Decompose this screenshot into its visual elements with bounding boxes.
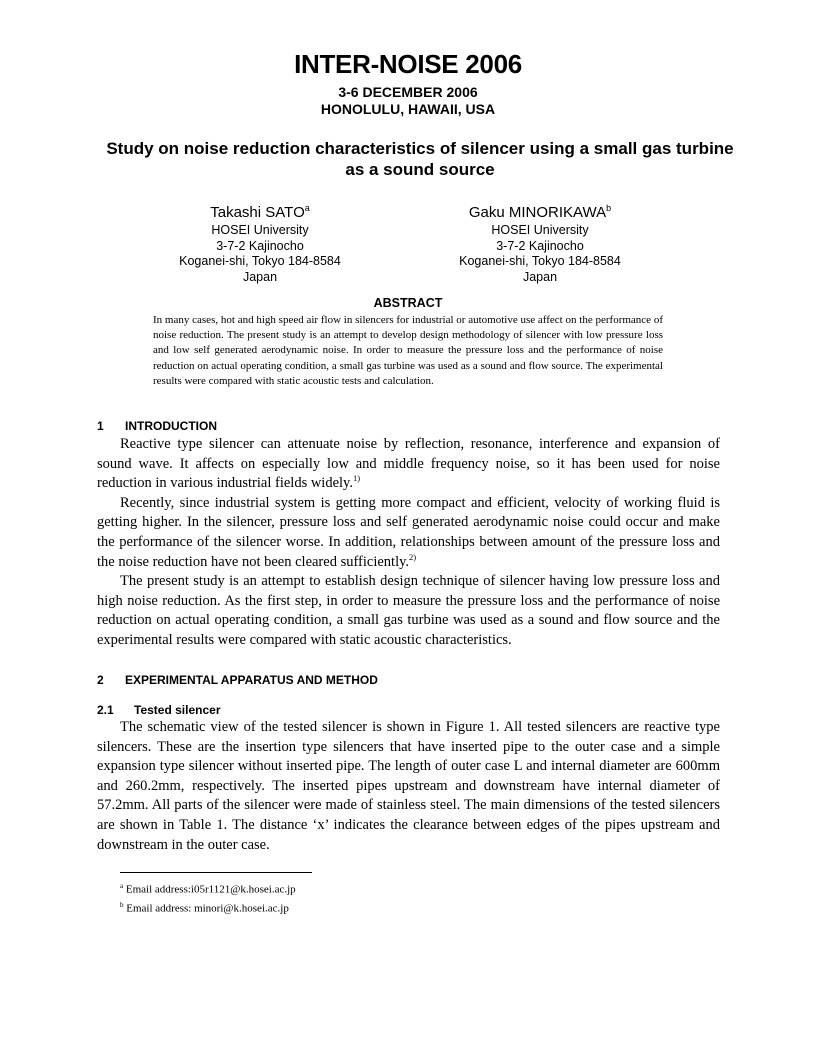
author-address-line: Koganei-shi, Tokyo 184-8584 [459,254,621,268]
author-country: Japan [522,269,558,284]
abstract-text: In many cases, hot and high speed air flow in silencers for industrial or automotive use affect on the performance of noise reduction. The present study is an attempt to develop design methodology of silencer with low pressure loss and low self generated aerodynamic noise. In order to measure the pressure loss and the performance of noise reduction on actual operating condition, a small gas turbine was used as a sound and flow source. The experimental results were compared with static acoustic tests and calculation. [153,314,663,387]
section-number: 1 [97,419,104,433]
section-number: 2.1 [97,703,114,717]
author-address-line: 3-7-2 Kajinocho [496,238,584,253]
author-mark: a [304,203,310,213]
footnote: $^a$ Email address:i05r1121@k.hosei.ac.jp [120,882,296,896]
paragraph: Reactive type silencer can attenuate noise by reflection, resonance, interference and expansion of sound wave. It affects on especially low and middle frequency noise, so it has been used for noise reduction in various industrial fields widely.$^{1)}$ [97,436,720,492]
reference-mark: 2) [409,551,417,562]
tested-silencer-body [97,718,720,855]
author-mark: b [606,203,612,213]
paper-title: Study on noise reduction characteristics of silencer using a small gas turbine as a sound source [106,139,734,179]
footnote-mark: a [120,882,124,890]
author-block-1 [150,198,370,285]
conference-location: HONOLULU, HAWAII, USA [320,101,496,117]
abstract-heading: ABSTRACT [373,296,443,310]
section-heading-introduction [97,419,217,433]
author-name: Gaku MINORIKAWA$^b$ [468,203,612,221]
author-address-line: Koganei-shi, Tokyo 184-8584 [179,254,341,268]
author-address-line: 3-7-2 Kajinocho [216,238,304,253]
footnote-separator [120,872,312,873]
author-affiliation: HOSEI University [491,223,589,237]
conference-title: INTER-NOISE 2006 [294,49,522,79]
author-block-2 [430,198,650,285]
subsection-heading-tested-silencer [97,703,220,717]
introduction-body [97,435,720,651]
reference-mark: 1) [352,473,361,484]
section-heading-apparatus [97,673,378,687]
author-name: Takashi SATO$^a$ [210,203,310,221]
footnotes [120,879,296,916]
paragraph: The present study is an attempt to establish design technique of silencer having low pressure loss and high noise reduction. As the first step, in order to measure the pressure loss and the performance of noise reduction on actual operating condition, a small gas turbine was used as a sound and flow source and the experimental results were compared with static acoustic characteristics. [97,573,720,648]
paragraph: The schematic view of the tested silencer is shown in Figure 1. All tested silencers are reactive type silencers. These are the insertion type silencers that have inserted pipe to the outer case and a simple expansion type silencer without inserted pipe. The length of outer case L and internal diameter are 600mm and 260.2mm, respectively. The inserted pipes upstream and downstream have internal diameter of 57.2mm. All parts of the silencer were made of stainless steel. The main dimensions of the tested silencers are shown in Table 1. The distance ‘x’ indicates the clearance between edges of the pipes upstream and downstream in the outer case. [97,719,720,853]
author-affiliation: HOSEI University [211,223,309,237]
author-country: Japan [242,269,278,284]
section-title: INTRODUCTION [125,419,217,433]
section-title: EXPERIMENTAL APPARATUS AND METHOD [125,673,378,687]
paragraph: Recently, since industrial system is getting more compact and efficient, velocity of working fluid is getting higher. In the silencer, pressure loss and self generated aerodynamic noise could occur and make the performance of the silencer worse. In addition, relationships between amount of the pressure loss and the noise reduction have not been cleared sufficiently.$^{2)}$ [97,494,720,570]
footnote: $^b$ Email address: minori@k.hosei.ac.jp [120,900,289,915]
conference-date: 3-6 DECEMBER 2006 [338,84,478,100]
section-title: Tested silencer [134,703,221,717]
footnote-mark: b [120,900,124,909]
section-number: 2 [97,673,104,687]
